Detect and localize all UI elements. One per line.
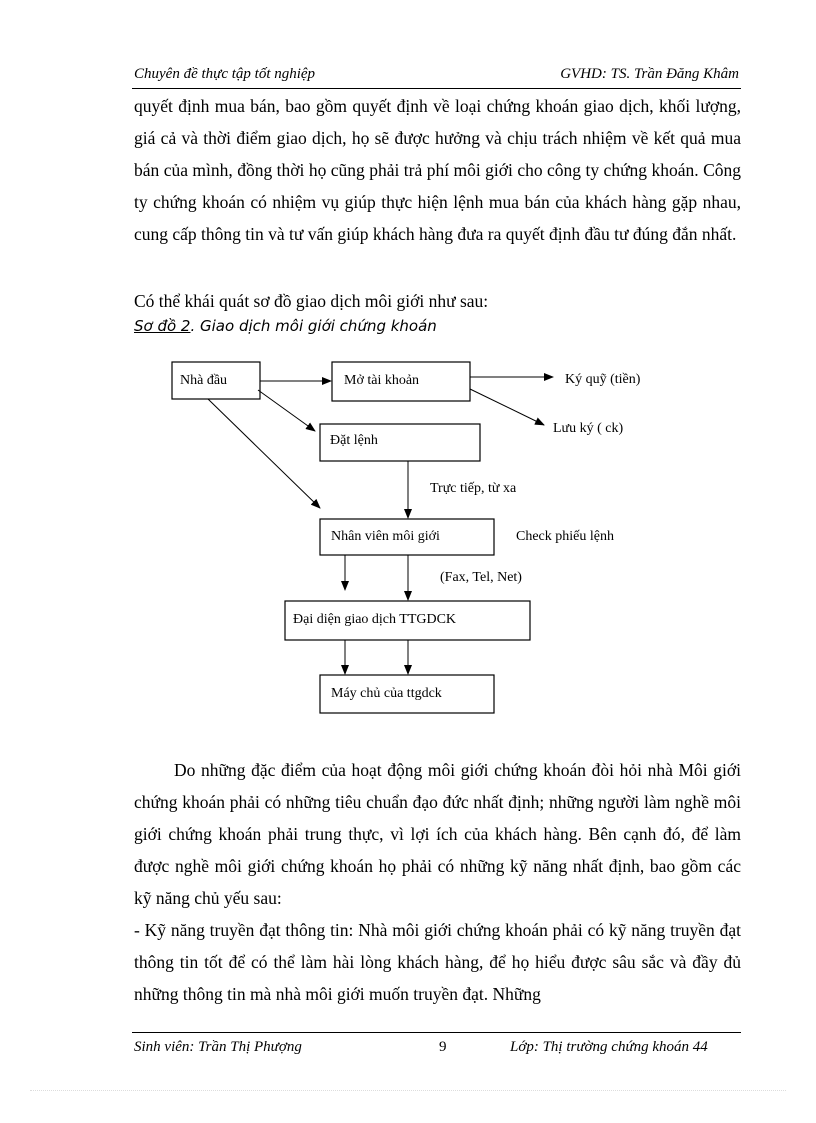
caption-label: Sơ đồ 2 (134, 317, 191, 335)
page-number: 9 (439, 1039, 447, 1055)
label-channel-direct: Trực tiếp, từ xa (430, 481, 517, 496)
label-server: Máy chủ của ttgdck (331, 686, 442, 701)
label-place-order: Đặt lệnh (330, 433, 378, 448)
caption-title: . Giao dịch môi giới chứng khoán (190, 317, 437, 335)
arrow-investor-to-order (258, 390, 315, 431)
label-deposit: Ký quỹ (tiền) (565, 372, 641, 387)
intro-line: Có thể khái quát sơ đồ giao dịch môi giới như sau: (134, 291, 489, 311)
label-investor: Nhà đầu (180, 373, 228, 388)
header-right: GVHD: TS. Trần Đăng Khâm (560, 66, 739, 82)
label-check-slip: Check phiếu lệnh (516, 529, 614, 544)
paragraph-2-text: Do những đặc điểm của hoạt động môi giới chứng khoán đòi hỏi nhà Môi giới chứng khoán phải có những tiêu chuẩn đạo đức nhất định; những người làm nghề môi giới chứng khoán phải trung thực, vì lợi ích của khách hàng. Bên cạnh đó, để làm được nghề môi giới chứng khoán họ phải có những kỹ năng nhất định, bao gồm các kỹ năng chủ yếu sau: (134, 760, 741, 908)
paragraph-3-text: - Kỹ năng truyền đạt thông tin: Nhà môi giới chứng khoán phải có kỹ năng truyền đạt thông tin tốt để có thể làm hài lòng khách hàng, để họ hiểu được sâu sắc và đầy đủ những thông tin mà nhà môi giới muốn truyền đạt. Những (134, 920, 741, 1004)
arrow-to-custody (470, 389, 544, 425)
paragraph-1-text: quyết định mua bán, bao gồm quyết định về loại chứng khoán giao dịch, khối lượng, giá cả và thời điểm giao dịch, họ sẽ được hưởng và chịu trách nhiệm về kết quả mua bán của mình, đồng thời họ cũng phải trả phí môi giới cho công ty chứng khoán. Công ty chứng khoán có nhiệm vụ giúp thực hiện lệnh mua bán của khách hàng gặp nhau, cung cấp thông tin và tư vấn giúp khách hàng đưa ra quyết định đầu tư đúng đắn nhất. (134, 96, 741, 244)
footer-rule (132, 1032, 741, 1033)
label-channel-remote: (Fax, Tel, Net) (440, 570, 522, 585)
label-open-account: Mở tài khoản (344, 373, 420, 388)
arrow-investor-to-broker (208, 399, 320, 508)
footer-class: Lớp: Thị trường chứng khoán 44 (510, 1039, 708, 1055)
label-floor-rep: Đại diện giao dịch TTGDCK (293, 612, 457, 627)
paragraph-2-block (134, 754, 741, 1010)
label-broker: Nhân viên môi giới (331, 529, 440, 544)
page-edge-divider (30, 1090, 786, 1091)
header-left: Chuyên đề thực tập tốt nghiệp (134, 66, 316, 82)
label-custody: Lưu ký ( ck) (553, 421, 624, 436)
footer-student: Sinh viên: Trần Thị Phượng (134, 1039, 302, 1055)
